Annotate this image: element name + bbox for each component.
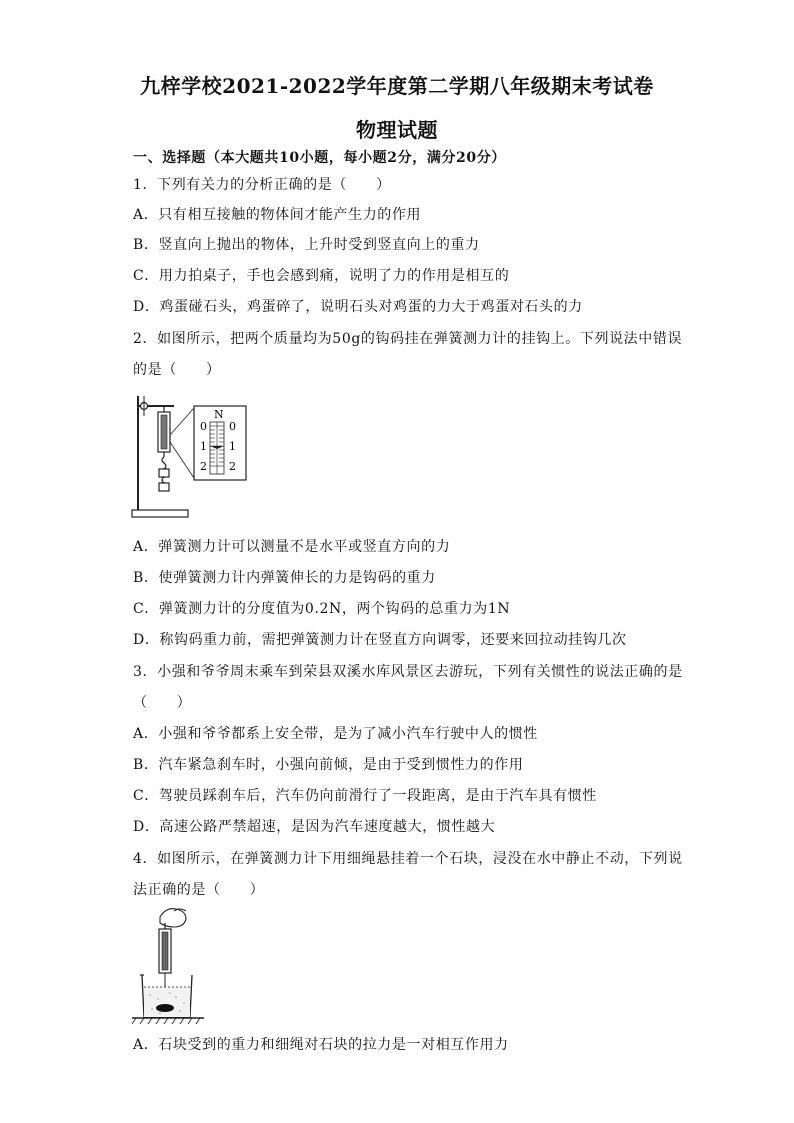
question-1-option-a: A．只有相互接触的物体间才能产生力的作用 (133, 207, 422, 223)
question-4-option-a: A．石块受到的重力和细绳对石块的拉力是一对相互作用力 (133, 1037, 509, 1053)
question-3-stem-line2: （ ） (133, 695, 192, 711)
scale-right-1: 1 (229, 440, 236, 453)
question-3-option-d: D．高速公路严禁超速，是因为汽车速度越大，惯性越大 (133, 819, 496, 835)
question-1-option-c: C．用力拍桌子，手也会感到痛，说明了力的作用是相互的 (133, 268, 510, 284)
scale-left-2: 2 (200, 460, 207, 473)
scale-right-0: 0 (229, 420, 236, 433)
section-heading: 一、选择题（本大题共10小题，每小题2分，满分20分） (133, 150, 506, 166)
exam-title: 九梓学校2021-2022学年度第二学期八年级期末考试卷 (140, 74, 654, 98)
scale-left-1: 1 (200, 440, 207, 453)
question-2-stem-line2: 的是（ ） (133, 362, 221, 378)
question-2-option-d: D．称钩码重力前，需把弹簧测力计在竖直方向调零，还要来回拉动挂钩几次 (133, 632, 627, 648)
spring-scale-figure (130, 390, 280, 522)
question-4-stem-line1: 4．如图所示，在弹簧测力计下用细绳悬挂着一个石块，浸没在水中静止不动，下列说 (133, 851, 683, 867)
submerged-stone-figure (130, 905, 210, 1027)
scale-left-0: 0 (200, 420, 207, 433)
scale-right-2: 2 (229, 460, 236, 473)
exam-subtitle: 物理试题 (356, 118, 438, 142)
question-1-option-d: D．鸡蛋碰石头，鸡蛋碎了，说明石头对鸡蛋的力大于鸡蛋对石头的力 (133, 299, 583, 315)
question-2-stem-line1: 2．如图所示，把两个质量均为50g的钩码挂在弹簧测力计的挂钩上。下列说法中错误 (133, 331, 683, 347)
question-1-option-b: B．竖直向上抛出的物体，上升时受到竖直向上的重力 (133, 237, 480, 253)
question-4-stem-line2: 法正确的是（ ） (133, 882, 265, 898)
question-3-option-a: A．小强和爷爷都系上安全带，是为了减小汽车行驶中人的惯性 (133, 726, 538, 742)
question-3-stem-line1: 3．小强和爷爷周末乘车到荣县双溪水库风景区去游玩，下列有关惯性的说法正确的是 (133, 664, 683, 680)
question-2-option-b: B．使弹簧测力计内弹簧伸长的力是钩码的重力 (133, 570, 436, 586)
question-3-option-c: C．驾驶员踩刹车后，汽车仍向前滑行了一段距离，是由于汽车具有惯性 (133, 788, 597, 804)
question-2-option-c: C．弹簧测力计的分度值为0.2N，两个钩码的总重力为1N (133, 601, 511, 617)
question-1-stem: 1．下列有关力的分析正确的是（ ） (133, 177, 391, 193)
question-3-option-b: B．汽车紧急刹车时，小强向前倾，是由于受到惯性力的作用 (133, 757, 524, 773)
scale-unit-label: N (214, 408, 224, 421)
question-2-option-a: A．弹簧测力计可以测量不是水平或竖直方向的力 (133, 539, 451, 555)
